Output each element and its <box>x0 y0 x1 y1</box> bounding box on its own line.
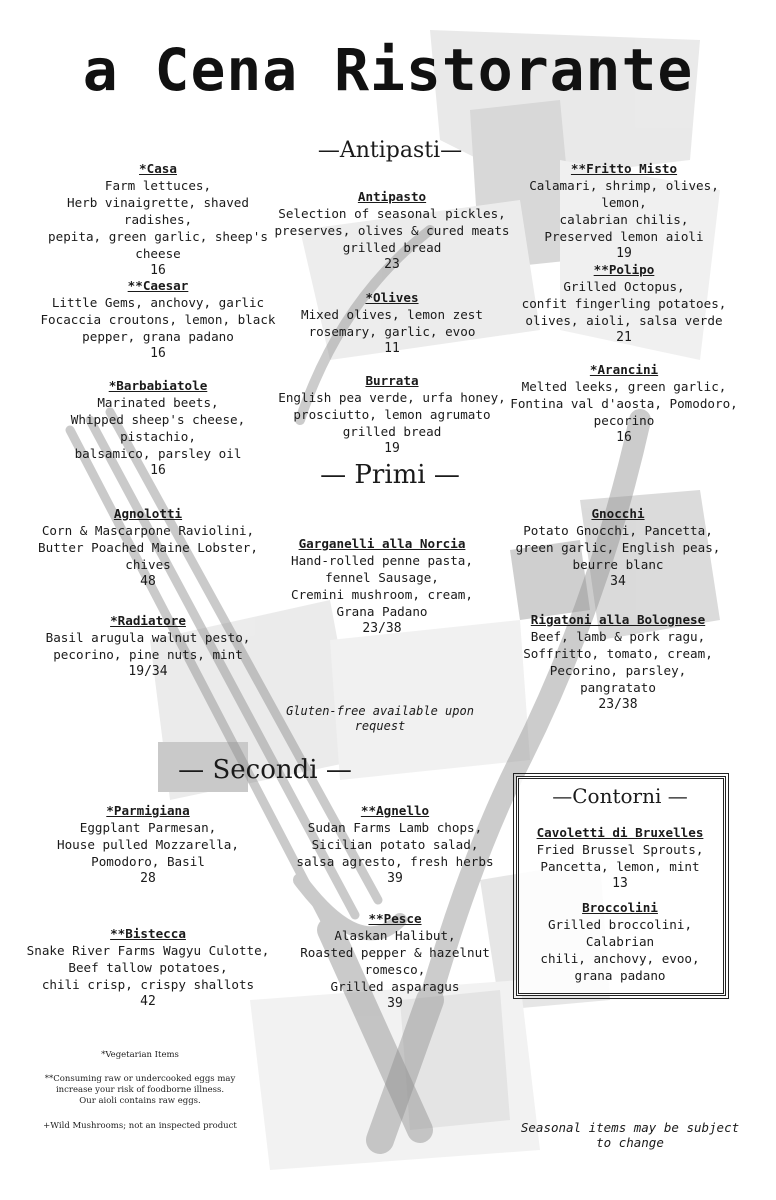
menu-item-gnocchi <box>500 505 736 590</box>
item-name: Rigatoni alla Bolognese <box>530 612 706 627</box>
section-antipasti-heading: —Antipasti— <box>317 138 463 163</box>
item-name: **Fritto Misto <box>570 161 678 176</box>
item-name: **Pesce <box>368 911 422 926</box>
item-description: Marinated beets, Whipped sheep's cheese, pistachio, balsamico, parsley oil <box>70 395 246 461</box>
item-name: *Parmigiana <box>106 803 190 818</box>
item-description: Little Gems, anchovy, garlic Focaccia croutons, lemon, black pepper, grana padano <box>40 295 276 344</box>
item-price: 23/38 <box>598 697 638 712</box>
menu-item-garganelli <box>262 535 502 637</box>
section-secondi-label: Secondi <box>212 755 318 785</box>
item-price: 13 <box>612 876 628 891</box>
menu-item-burrata <box>272 372 512 457</box>
item-name: Burrata <box>365 373 419 388</box>
item-price: 16 <box>150 463 166 478</box>
item-name: *Barbabiatole <box>108 378 208 393</box>
item-description: Corn & Mascarpone Raviolini, Butter Poached Maine Lobster, chives <box>38 523 258 572</box>
menu-item-casa <box>30 160 286 279</box>
item-price: 23 <box>384 257 400 272</box>
menu-item-arancini <box>506 361 742 446</box>
item-name: **Agnello <box>360 803 430 818</box>
menu-item-antipasto <box>272 188 512 273</box>
item-description: Farm lettuces, Herb vinaigrette, shaved radishes, pepita, green garlic, sheep's cheese <box>48 178 268 261</box>
item-description: English pea verde, urfa honey, prosciutto, lemon agrumato grilled bread <box>278 390 506 439</box>
menu-item-cavoletti <box>518 824 722 892</box>
menu-item-pesce <box>268 910 522 1012</box>
item-price: 39 <box>387 996 403 1011</box>
section-contorni-label: Contorni <box>572 784 662 808</box>
item-description: Melted leeks, green garlic, Fontina val d'aosta, Pomodoro, pecorino <box>510 379 738 428</box>
menu-item-fritto-misto <box>506 160 742 262</box>
restaurant-title: a Cena Ristorante <box>82 36 694 104</box>
item-price: 34 <box>610 574 626 589</box>
item-description: Grilled Octopus, confit fingerling potatoes, olives, aioli, salsa verde <box>521 279 727 328</box>
item-name: Gnocchi <box>591 506 645 521</box>
section-antipasti-label: Antipasti <box>339 138 441 163</box>
item-name: *Radiatore <box>110 613 186 628</box>
item-name: Broccolini <box>582 900 658 915</box>
section-contorni-heading: —Contorni — <box>552 784 688 808</box>
item-description: Mixed olives, lemon zest rosemary, garlic, evoo <box>301 307 483 339</box>
menu-item-parmigiana <box>30 802 266 887</box>
item-price: 42 <box>140 994 156 1009</box>
item-name: Cavoletti di Bruxelles <box>536 825 704 840</box>
item-price: 19 <box>616 246 632 261</box>
item-price: 19 <box>384 441 400 456</box>
item-price: 11 <box>384 341 400 356</box>
section-secondi-heading: — Secondi — <box>178 755 352 785</box>
item-description: Snake River Farms Wagyu Culotte, Beef tallow potatoes, chili crisp, crispy shallots <box>26 943 270 992</box>
menu-item-radiatore <box>30 612 266 680</box>
item-description: Sudan Farms Lamb chops, Sicilian potato salad, salsa agresto, fresh herbs <box>296 820 494 869</box>
item-name: **Polipo <box>593 262 655 277</box>
item-description: Fried Brussel Sprouts, Pancetta, lemon, mint <box>536 842 704 874</box>
footnote-mushrooms: +Wild Mushrooms; not an inspected product <box>43 1121 237 1131</box>
item-description: Potato Gnocchi, Pancetta, green garlic, English peas, beurre blanc <box>515 523 721 572</box>
item-name: Antipasto <box>357 189 427 204</box>
section-primi-label: Primi <box>354 460 426 490</box>
item-price: 16 <box>150 346 166 361</box>
item-description: Beef, lamb & pork ragu, Soffritto, tomato, cream, Pecorino, parsley, pangratato <box>523 629 713 695</box>
item-description: Selection of seasonal pickles, preserves, olives & cured meats grilled bread <box>274 206 510 255</box>
item-name: **Caesar <box>127 278 189 293</box>
item-description: Hand-rolled penne pasta, fennel Sausage, Cremini mushroom, cream, Grana Padano <box>291 553 473 619</box>
menu-item-olives <box>272 289 512 357</box>
item-description: Calamari, shrimp, olives, lemon, calabrian chilis, Preserved lemon aioli <box>529 178 719 244</box>
item-price: 28 <box>140 871 156 886</box>
item-name: Agnolotti <box>113 506 183 521</box>
item-price: 19/34 <box>128 664 168 679</box>
item-price: 21 <box>616 330 632 345</box>
item-description: Grilled broccolini, Calabrian chili, anchovy, evoo, grana padano <box>540 917 700 983</box>
section-primi-heading: — Primi — <box>320 460 460 490</box>
item-name: *Casa <box>139 161 177 176</box>
menu-item-bistecca <box>20 925 276 1010</box>
item-price: 48 <box>140 574 156 589</box>
footnote-raw-eggs: **Consuming raw or undercooked eggs may increase your risk of foodborne illness. Our aioli contains raw eggs. <box>44 1074 236 1106</box>
item-name: *Arancini <box>589 362 659 377</box>
footnote-vegetarian: *Vegetarian Items <box>101 1050 179 1060</box>
menu-item-agnolotti <box>30 505 266 590</box>
item-description: Basil arugula walnut pesto, pecorino, pine nuts, mint <box>45 630 251 662</box>
seasonal-note: Seasonal items may be subject to change <box>520 1120 740 1150</box>
menu-item-broccolini <box>518 899 722 984</box>
menu-item-barbabiatole <box>30 377 286 479</box>
item-price: 39 <box>387 871 403 886</box>
menu-item-agnello <box>280 802 510 887</box>
gluten-free-note: Gluten-free available upon request <box>286 704 474 733</box>
item-name: Garganelli alla Norcia <box>298 536 466 551</box>
item-description: Alaskan Halibut, Roasted pepper & hazelnut romesco, Grilled asparagus <box>300 928 490 994</box>
item-description: Eggplant Parmesan, House pulled Mozzarella, Pomodoro, Basil <box>57 820 239 869</box>
item-price: 16 <box>616 430 632 445</box>
menu-item-caesar <box>30 277 286 362</box>
item-name: **Bistecca <box>110 926 186 941</box>
item-price: 23/38 <box>362 621 402 636</box>
item-name: *Olives <box>365 290 419 305</box>
menu-item-rigatoni <box>500 611 736 713</box>
menu-item-polipo <box>506 261 742 346</box>
item-price: 16 <box>150 263 166 278</box>
